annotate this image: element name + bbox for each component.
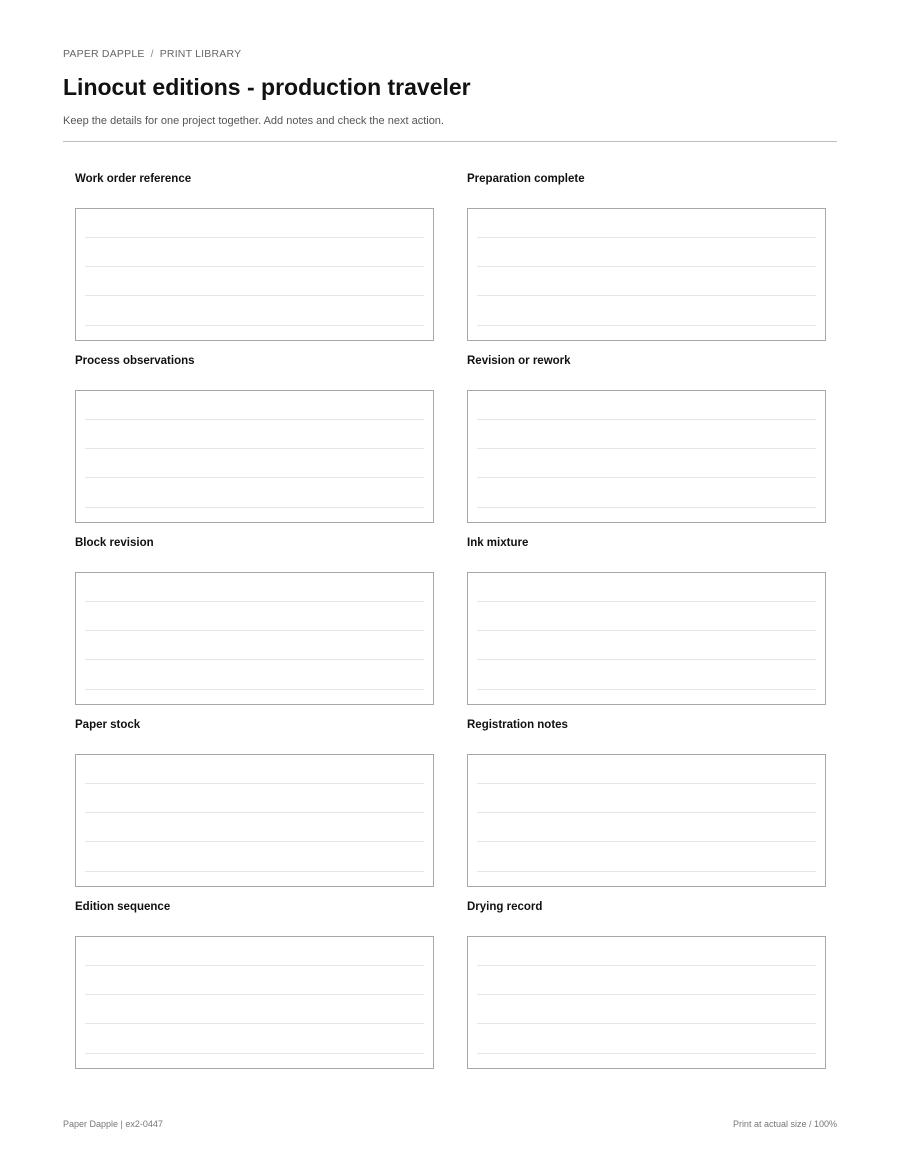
ruled-line <box>477 266 816 267</box>
notes-box[interactable] <box>467 390 826 523</box>
field-label: Registration notes <box>467 719 568 731</box>
ruled-line <box>85 477 424 478</box>
breadcrumb-separator: / <box>150 48 154 60</box>
breadcrumb <box>63 48 241 60</box>
ruled-line <box>85 841 424 842</box>
field-paper-stock <box>75 718 434 732</box>
breadcrumb-brand[interactable]: PAPER DAPPLE <box>63 48 145 60</box>
notes-box[interactable] <box>467 936 826 1069</box>
field-revision-or-rework <box>467 354 826 368</box>
ruled-line <box>477 630 816 631</box>
field-label: Edition sequence <box>75 901 171 913</box>
ruled-line <box>85 507 424 508</box>
ruled-line <box>85 1053 424 1054</box>
field-registration-notes <box>467 718 826 732</box>
field-label: Ink mixture <box>467 537 529 549</box>
notes-box[interactable] <box>75 936 434 1069</box>
field-edition-sequence <box>75 900 434 914</box>
field-label: Process observations <box>75 355 195 367</box>
field-label: Drying record <box>467 901 543 913</box>
ruled-line <box>477 659 816 660</box>
ruled-line <box>85 659 424 660</box>
footer-print-note: Print at actual size / 100% <box>732 1119 837 1129</box>
ruled-line <box>85 266 424 267</box>
field-label: Work order reference <box>75 173 192 185</box>
ruled-line <box>477 477 816 478</box>
ruled-line <box>477 841 816 842</box>
page-title: Linocut editions - production traveler <box>63 74 471 100</box>
ruled-line <box>477 448 816 449</box>
ruled-line <box>85 448 424 449</box>
ruled-line <box>85 295 424 296</box>
ruled-line <box>85 325 424 326</box>
header-divider <box>63 141 837 142</box>
ruled-line <box>477 689 816 690</box>
field-label: Paper stock <box>75 719 141 731</box>
ruled-line <box>477 994 816 995</box>
ruled-line <box>477 295 816 296</box>
ruled-line <box>85 601 424 602</box>
field-work-order-reference <box>75 172 434 186</box>
ruled-line <box>85 419 424 420</box>
field-process-observations <box>75 354 434 368</box>
field-label: Revision or rework <box>467 355 571 367</box>
ruled-line <box>85 965 424 966</box>
ruled-line <box>477 871 816 872</box>
ruled-line <box>85 237 424 238</box>
notes-box[interactable] <box>467 572 826 705</box>
notes-box[interactable] <box>467 208 826 341</box>
ruled-line <box>477 419 816 420</box>
ruled-line <box>477 507 816 508</box>
ruled-line <box>477 325 816 326</box>
notes-box[interactable] <box>75 208 434 341</box>
notes-box[interactable] <box>467 754 826 887</box>
ruled-line <box>477 965 816 966</box>
field-block-revision <box>75 536 434 550</box>
field-drying-record <box>467 900 826 914</box>
field-preparation-complete <box>467 172 826 186</box>
notes-box[interactable] <box>75 754 434 887</box>
notes-box[interactable] <box>75 390 434 523</box>
ruled-line <box>85 812 424 813</box>
field-label: Preparation complete <box>467 173 585 185</box>
ruled-line <box>85 783 424 784</box>
ruled-line <box>85 689 424 690</box>
ruled-line <box>477 237 816 238</box>
footer-document-id: Paper Dapple | ex2-0447 <box>63 1119 163 1129</box>
ruled-line <box>85 871 424 872</box>
ruled-line <box>477 601 816 602</box>
ruled-line <box>477 1023 816 1024</box>
ruled-line <box>477 1053 816 1054</box>
ruled-line <box>85 630 424 631</box>
field-ink-mixture <box>467 536 826 550</box>
notes-box[interactable] <box>75 572 434 705</box>
ruled-line <box>85 994 424 995</box>
ruled-line <box>85 1023 424 1024</box>
ruled-line <box>477 812 816 813</box>
page-subtitle: Keep the details for one project together. Add notes and check the next action. <box>63 115 444 127</box>
field-label: Block revision <box>75 537 154 549</box>
breadcrumb-section[interactable]: PRINT LIBRARY <box>159 48 242 60</box>
ruled-line <box>477 783 816 784</box>
